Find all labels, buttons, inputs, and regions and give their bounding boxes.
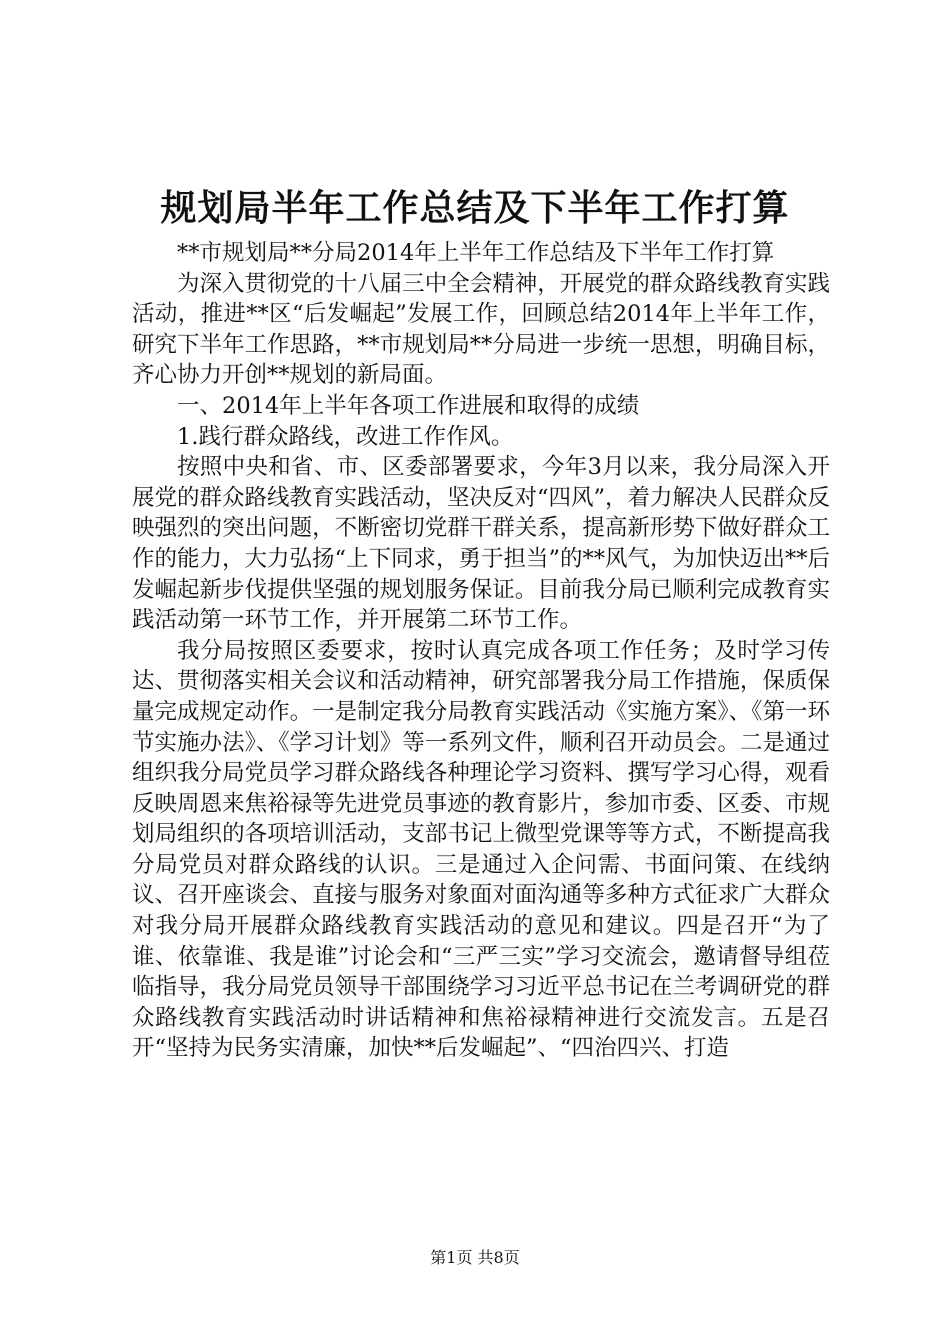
document-title: 规划局半年工作总结及下半年工作打算 <box>160 188 790 229</box>
paragraph-subtitle: **市规划局**分局2014年上半年工作总结及下半年工作打算 <box>177 240 775 266</box>
paragraph: 按照中央和省、市、区委部署要求，今年3月以来，我分局深入开展党的群众路线教育实践活动，坚决反对“四风”，着力解决人民群众反映强烈的突出问题，不断密切党群干群关系，提高新形势下做好群众工作的能力，大力弘扬“上下同求，勇于担当”的**风气，为加快迈出**后发崛起新步伐提供坚强的规划服务保证。目前我分局已顺利完成教育实践活动第一环节工作，并开展第二环节工作。 <box>132 454 831 634</box>
document-body <box>132 238 830 1064</box>
paragraph-intro: 为深入贯彻党的十八届三中全会精神，开展党的群众路线教育实践活动，推进**区“后发崛起”发展工作，回顾总结2014年上半年工作，研究下半年工作思路，**市规划局**分局进一步统一思想，明确目标，齐心协力开创**规划的新局面。 <box>132 270 830 389</box>
section-heading: 一、2014年上半年各项工作进展和取得的成绩 <box>177 392 640 419</box>
paragraph: 我分局按照区委要求，按时认真完成各项工作任务；及时学习传达、贯彻落实相关会议和活动精神，研究部署我分局工作措施，保质保量完成规定动作。一是制定我分局教育实践活动《实施方案》、《第一环节实施办法》、《学习计划》等一系列文件，顺利召开动员会。二是通过组织我分局党员学习群众路线各种理论学习资料、撰写学习心得，观看反映周恩来焦裕禄等先进党员事迹的教育影片，参加市委、区委、市规划局组织的各项培训活动，支部书记上微型党课等等方式，不断提高我分局党员对群众路线的认识。三是通过入企问需、书面问策、在线纳议、召开座谈会、直接与服务对象面对面沟通等多种方式征求广大群众对我分局开展群众路线教育实践活动的意见和建议。四是召开“为了谁、依靠谁、我是谁”讨论会和“三严三实”学习交流会，邀请督导组莅临指导，我分局党员领导干部围绕学习习近平总书记在兰考调研党的群众路线教育实践活动时讲话精神和焦裕禄精神进行交流发言。五是召开“坚持为民务实清廉，加快**后发崛起”、“四治四兴、打造 <box>132 637 830 1062</box>
page-footer: 第1页 共8页 <box>430 1248 520 1267</box>
subsection-heading: 1.践行群众路线，改进工作作风。 <box>177 423 514 450</box>
